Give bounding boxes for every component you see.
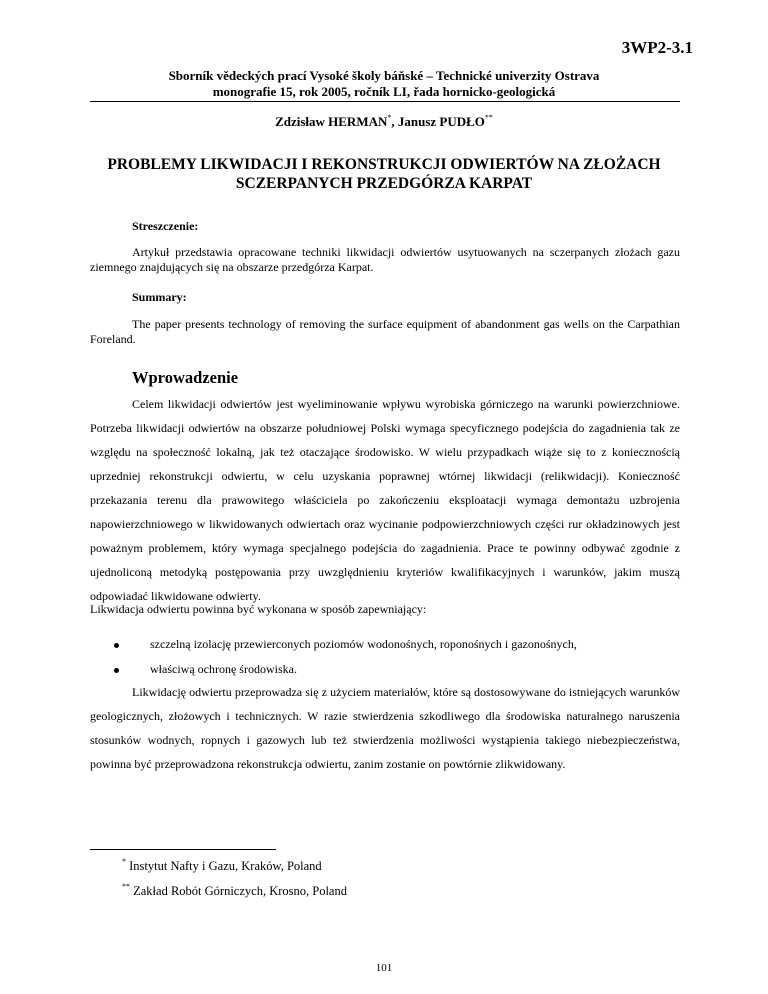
bullet-text: właściwą ochronę środowiska.	[150, 662, 297, 676]
page-number: 101	[375, 962, 393, 974]
journal-line-2: monografie 15, rok 2005, ročník LI, řada hornicko-geologická	[212, 84, 556, 99]
author-1: Zdzisław HERMAN	[275, 114, 388, 129]
journal-header	[90, 68, 678, 100]
title-line-2: SCZERPANYCH PRZEDGÓRZA KARPAT	[235, 175, 533, 192]
summary-label: Summary:	[132, 290, 187, 304]
journal-line-1: Sborník vědeckých prací Vysoké školy báňské – Technické univerzity Ostrava	[168, 68, 600, 83]
abstract-text: Artykuł przedstawia opracowane techniki likwidacji odwiertów usytuowanych na sczerpanych złożach gazu ziemnego znajdujących się na obszarze przedgórza Karpat.	[90, 245, 680, 274]
bullet-item	[90, 637, 690, 653]
section-heading: Wprowadzenie	[132, 368, 239, 387]
abstract-label: Streszczenie:	[132, 219, 199, 233]
bullet-icon	[114, 643, 119, 648]
footnote	[122, 857, 322, 874]
title-line-1: PROBLEMY LIKWIDACJI I REKONSTRUKCJI ODWIERTÓW NA ZŁOŻACH	[107, 156, 661, 173]
author-separator: ,	[391, 114, 398, 129]
header-rule	[90, 101, 680, 102]
authors-line	[90, 113, 678, 130]
bullet-icon	[114, 668, 119, 673]
author-1-mark: *	[387, 113, 392, 122]
document-code: 3WP2-3.1	[621, 38, 693, 57]
footnote-mark: *	[122, 857, 126, 866]
author-2: Janusz PUDŁO	[397, 114, 485, 129]
intro-paragraph: Celem likwidacji odwiertów jest wyeliminowanie wpływu wyrobiska górniczego na warunki powierzchniowe. Potrzeba likwidacji odwiertów na obszarze południowej Polski wymaga specyficznego podejścia do zagadnienia tak ze względu na społeczność lokalną, jak też otaczające środowisko. W wielu przypadkach wiąże się to z koniecznością uprzedniej rekonstrukcji odwiertu, w celu uzyskania poprawnej wtórnej likwidacji (relikwidacji). Konieczność przekazania terenu dla prawowitego właściciela po zakończeniu eksploatacji wymaga demontażu uzbrojenia napowierzchniowego w likwidowanych odwiertach oraz wycinanie podpowierzchniowych części rur okładzinowych jest poważnym problemem, który wymaga specjalnego podejścia do zagadnienia. Prace te powinny odbywać zgodnie z ujednoliconą metodyką postępowania przy uwzględnieniu kryteriów kwalifikacyjnych i warunków, jakim muszą odpowiadać likwidowane odwierty.	[90, 397, 680, 603]
bullet-item	[90, 662, 690, 678]
footnote-text: Zakład Robót Górniczych, Krosno, Poland	[130, 884, 347, 898]
footnote-rule	[90, 849, 276, 850]
paper-title	[90, 155, 678, 193]
footnote	[122, 882, 347, 899]
author-2-mark: **	[484, 113, 493, 122]
footnote-mark: **	[122, 882, 130, 891]
requirements-lead: Likwidacja odwiertu powinna być wykonana w sposób zapewniający:	[90, 602, 427, 616]
bullet-text: szczelną izolację przewierconych poziomów wodonośnych, roponośnych i gazonośnych,	[150, 637, 577, 651]
footnote-text: Instytut Nafty i Gazu, Kraków, Poland	[126, 859, 322, 873]
body-paragraph: Likwidację odwiertu przeprowadza się z użyciem materiałów, które są dostosowywane do istniejących warunków geologicznych, złożowych i technicznych. W razie stwierdzenia szkodliwego dla środowiska naturalnego naruszenia stosunków wodnych, ropnych i gazowych lub też stwierdzenia możliwości wystąpienia takiego niebezpieczeństwa, powinna być przeprowadzona rekonstrukcja odwiertu, zanim zostanie on powtórnie zlikwidowany.	[90, 685, 680, 771]
summary-text: The paper presents technology of removing the surface equipment of abandonment gas wells on the Carpathian Foreland.	[90, 317, 680, 346]
